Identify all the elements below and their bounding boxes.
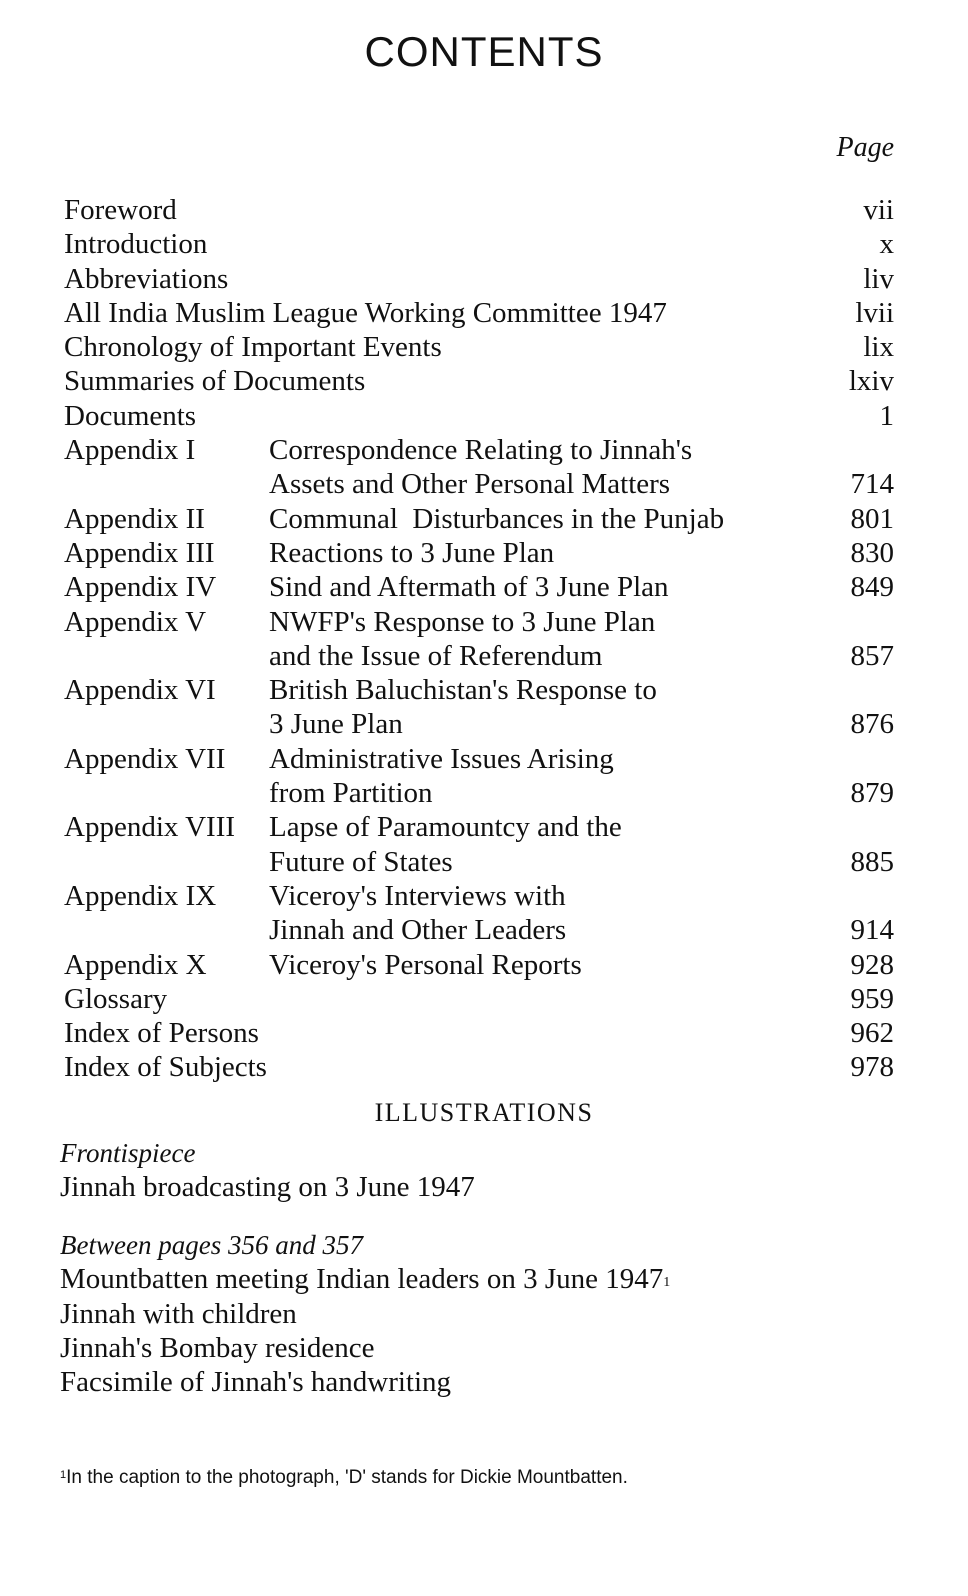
toc-entry-page: 962	[850, 1017, 894, 1050]
plates-label: Between pages 356 and 357	[60, 1230, 363, 1260]
appendix-title-line: Correspondence Relating to Jinnah's	[269, 434, 693, 467]
toc-entry-page: lxiv	[848, 365, 894, 398]
appendix-page: 849	[850, 571, 894, 604]
appendix-label: Appendix II	[64, 502, 205, 535]
appendix-title: Sind and Aftermath of 3 June Plan	[269, 571, 669, 604]
appendix-page: 830	[850, 536, 894, 569]
appendix-title-line: from Partition	[269, 777, 433, 810]
appendix-entry	[64, 673, 894, 742]
appendix-title	[269, 605, 804, 674]
toc-entry-title: Index of Persons	[64, 1017, 259, 1050]
appendix-entry	[64, 605, 894, 674]
toc-entry-title: Foreword	[64, 194, 177, 226]
footnote-marker: 1	[663, 1275, 671, 1291]
appendix-entry	[64, 742, 894, 811]
appendix-label: Appendix I	[64, 434, 196, 467]
illustration-item: Jinnah's Bombay residence	[60, 1331, 375, 1364]
appendix-entry	[64, 433, 894, 502]
appendix-title-line: NWFP's Response to 3 June Plan	[269, 605, 656, 638]
appendix-label: Appendix VIII	[64, 811, 236, 844]
appendix-label: Appendix V	[64, 605, 207, 638]
appendix-page: 801	[850, 502, 894, 535]
toc-entry	[64, 399, 894, 433]
toc-entry-title: Summaries of Documents	[64, 365, 366, 398]
appendix-title-line: Lapse of Paramountcy and the	[269, 811, 622, 844]
appendix-title	[269, 433, 804, 502]
appendix-page: 876	[850, 708, 894, 741]
toc-entry	[64, 262, 894, 296]
toc-entry-page: lvii	[855, 296, 894, 329]
illustration-item: Jinnah with children	[60, 1297, 297, 1330]
footnote-number: 1	[60, 1469, 67, 1481]
appendix-title-line: 3 June Plan	[269, 708, 403, 741]
toc-entry-title: Index of Subjects	[64, 1051, 267, 1084]
appendix-entry	[64, 570, 894, 604]
page-column-heading: Page	[836, 132, 894, 163]
appendix-label: Appendix III	[64, 536, 215, 569]
appendix-title: Communal Disturbances in the Punjab	[269, 502, 725, 535]
toc-entry	[64, 330, 894, 364]
appendix-title-line: Viceroy's Interviews with	[269, 879, 566, 912]
page-title: CONTENTS	[364, 28, 604, 75]
toc-entry	[64, 296, 894, 330]
illustration-item	[60, 1262, 920, 1296]
toc-entry-page: liv	[863, 262, 894, 295]
toc-entry	[64, 982, 894, 1016]
toc-entry	[64, 364, 894, 398]
appendix-title	[269, 810, 804, 879]
toc-entry	[64, 193, 894, 227]
toc-entry-page: vii	[863, 194, 894, 226]
table-of-contents	[64, 193, 894, 1085]
appendix-page: 885	[850, 845, 894, 878]
toc-entry	[64, 227, 894, 261]
appendix-page: 857	[850, 639, 894, 672]
appendix-label: Appendix X	[64, 948, 207, 981]
appendix-entry	[64, 810, 894, 879]
appendix-page: 879	[850, 777, 894, 810]
footnote	[60, 1467, 628, 1489]
toc-entry-title: All India Muslim League Working Committee 1947	[64, 296, 667, 329]
toc-entry-title: Introduction	[64, 228, 208, 261]
toc-entry-title: Glossary	[64, 982, 168, 1015]
illustration-item: Facsimile of Jinnah's handwriting	[60, 1366, 452, 1399]
appendix-entry	[64, 502, 894, 536]
footnote-text: In the caption to the photograph, 'D' stands for Dickie Mountbatten.	[66, 1467, 628, 1488]
frontispiece-item: Jinnah broadcasting on 3 June 1947	[60, 1171, 475, 1204]
appendix-entry	[64, 536, 894, 570]
frontispiece-section	[60, 1136, 920, 1205]
appendix-page: 914	[850, 914, 894, 947]
appendix-label: Appendix VII	[64, 742, 226, 775]
appendix-title-line: Jinnah and Other Leaders	[269, 914, 567, 947]
appendix-title: Reactions to 3 June Plan	[269, 536, 555, 569]
appendix-title-line: Administrative Issues Arising	[269, 742, 614, 775]
appendix-title	[269, 742, 804, 811]
toc-entry-page: lix	[863, 331, 894, 364]
appendix-title	[269, 879, 804, 948]
toc-entry	[64, 1050, 894, 1084]
illustration-item-text: Mountbatten meeting Indian leaders on 3 June 1947	[60, 1263, 664, 1296]
toc-entry-title: Chronology of Important Events	[64, 331, 442, 364]
toc-entry-page: 978	[850, 1051, 894, 1084]
appendix-label: Appendix IV	[64, 571, 217, 604]
toc-entry-title: Documents	[64, 399, 197, 432]
appendix-title-line: British Baluchistan's Response to	[269, 674, 657, 707]
appendix-title-line: Future of States	[269, 845, 453, 878]
appendix-page: 928	[850, 948, 894, 981]
plates-section	[60, 1228, 920, 1399]
appendix-title-line: Assets and Other Personal Matters	[269, 468, 671, 501]
illustrations-heading: ILLUSTRATIONS	[374, 1098, 594, 1127]
appendix-label: Appendix VI	[64, 674, 216, 707]
appendix-title-line: and the Issue of Referendum	[269, 639, 603, 672]
frontispiece-label: Frontispiece	[60, 1138, 196, 1168]
toc-entry-page: 1	[879, 399, 894, 432]
appendix-label: Appendix IX	[64, 879, 217, 912]
appendix-title	[269, 673, 804, 742]
appendix-title: Viceroy's Personal Reports	[269, 948, 582, 981]
toc-entry-title: Abbreviations	[64, 262, 229, 295]
appendix-page: 714	[850, 468, 894, 501]
toc-entry-page: 959	[850, 982, 894, 1015]
appendix-entry	[64, 879, 894, 948]
toc-entry	[64, 1016, 894, 1050]
appendix-entry	[64, 948, 894, 982]
toc-entry-page: x	[879, 228, 894, 261]
